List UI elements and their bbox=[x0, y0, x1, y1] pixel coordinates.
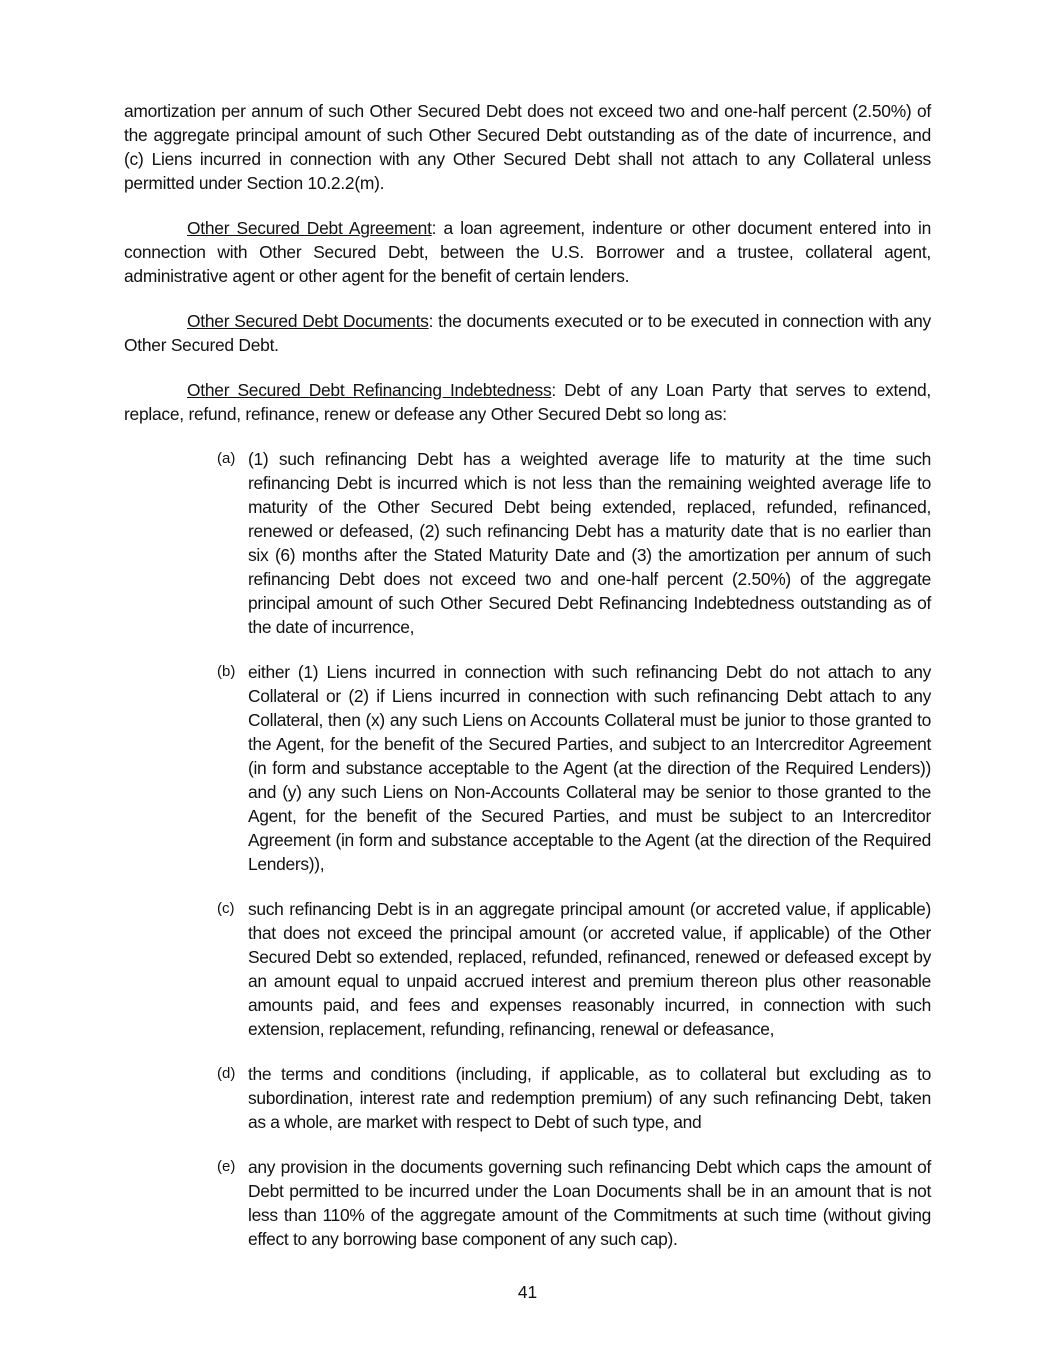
definition-other-secured-debt-agreement bbox=[124, 216, 931, 288]
item-label: (d) bbox=[217, 1065, 236, 1082]
condition-item-a bbox=[217, 447, 931, 639]
condition-item-c bbox=[217, 897, 931, 1041]
page-number: 41 bbox=[517, 1282, 538, 1302]
item-text: either (1) Liens incurred in connection with such refinancing Debt do not attach to any Collateral or (2) if Liens incurred in connection with such refinancing Debt attach to any Collateral, then (x) any such Liens on Accounts Collateral must be junior to those granted to the Agent, for the benefit of the Secured Parties, and subject to an Intercreditor Agreement (in form and substance acceptable to the Agent (at the direction of the Required Lenders)) and (y) any such Liens on Non-Accounts Collateral may be senior to those granted to the Agent, for the benefit of the Secured Parties, and must be subject to an Intercreditor Agreement (in form and substance acceptable to the Agent (at the direction of the Required Lenders)), bbox=[248, 662, 931, 874]
item-text: any provision in the documents governing such refinancing Debt which caps the amount of Debt permitted to be incurred under the Loan Documents shall be in an amount that is not less than 110% of the aggregate amount of the Commitments at such time (without giving effect to any borrowing base component of any such cap). bbox=[248, 1157, 931, 1249]
condition-item-d bbox=[217, 1062, 931, 1134]
definition-text: : the documents executed or to be executed in connection with any Other Secured Debt. bbox=[124, 311, 931, 355]
defined-term: Other Secured Debt Documents bbox=[187, 311, 429, 331]
item-text: the terms and conditions (including, if applicable, as to collateral but excluding as to subordination, interest rate and redemption premium) of any such refinancing Debt, taken as a whole, are market with respect to Debt of such type, and bbox=[248, 1064, 931, 1132]
condition-item-e bbox=[217, 1155, 931, 1251]
definition-other-secured-debt-documents bbox=[124, 309, 931, 357]
condition-item-b bbox=[217, 660, 931, 876]
item-label: (b) bbox=[217, 663, 236, 680]
continuation-paragraph: amortization per annum of such Other Secured Debt does not exceed two and one-half percent (2.50%) of the aggregate principal amount of such Other Secured Debt outstanding as of the date of incurrence, and (c) Liens incurred in connection with any Other Secured Debt shall not attach to any Collateral unless permitted under Section 10.2.2(m). bbox=[124, 101, 931, 193]
item-label: (e) bbox=[217, 1158, 236, 1175]
document-page bbox=[124, 99, 931, 1272]
condition-list bbox=[124, 447, 931, 1251]
definition-other-secured-debt-refinancing-indebtedness bbox=[124, 378, 931, 426]
definition-text: : a loan agreement, indenture or other document entered into in connection with Other Secured Debt, between the U.S. Borrower and a trustee, collateral agent, administrative agent or other agent for the benefit of certain lenders. bbox=[124, 218, 931, 286]
item-label: (a) bbox=[217, 450, 236, 467]
defined-term: Other Secured Debt Refinancing Indebtedness bbox=[187, 380, 552, 400]
item-label: (c) bbox=[217, 900, 235, 917]
item-text: such refinancing Debt is in an aggregate principal amount (or accreted value, if applicable) that does not exceed the principal amount (or accreted value, if applicable) of the Other Secured Debt so extended, replaced, refunded, refinanced, renewed or defeased except by an amount equal to unpaid accrued interest and premium thereon plus other reasonable amounts paid, and fees and expenses reasonably incurred, in connection with such extension, replacement, refunding, refinancing, renewal or defeasance, bbox=[248, 899, 931, 1039]
defined-term: Other Secured Debt Agreement bbox=[187, 218, 432, 238]
definition-text: : Debt of any Loan Party that serves to extend, replace, refund, refinance, renew or defease any Other Secured Debt so long as: bbox=[124, 380, 931, 424]
item-text: (1) such refinancing Debt has a weighted average life to maturity at the time such refinancing Debt is incurred which is not less than the remaining weighted average life to maturity of the Other Secured Debt being extended, replaced, refunded, refinanced, renewed or defeased, (2) such refinancing Debt has a maturity date that is no earlier than six (6) months after the Stated Maturity Date and (3) the amortization per annum of such refinancing Debt does not exceed two and one-half percent (2.50%) of the aggregate principal amount of such Other Secured Debt Refinancing Indebtedness outstanding as of the date of incurrence, bbox=[248, 449, 931, 637]
